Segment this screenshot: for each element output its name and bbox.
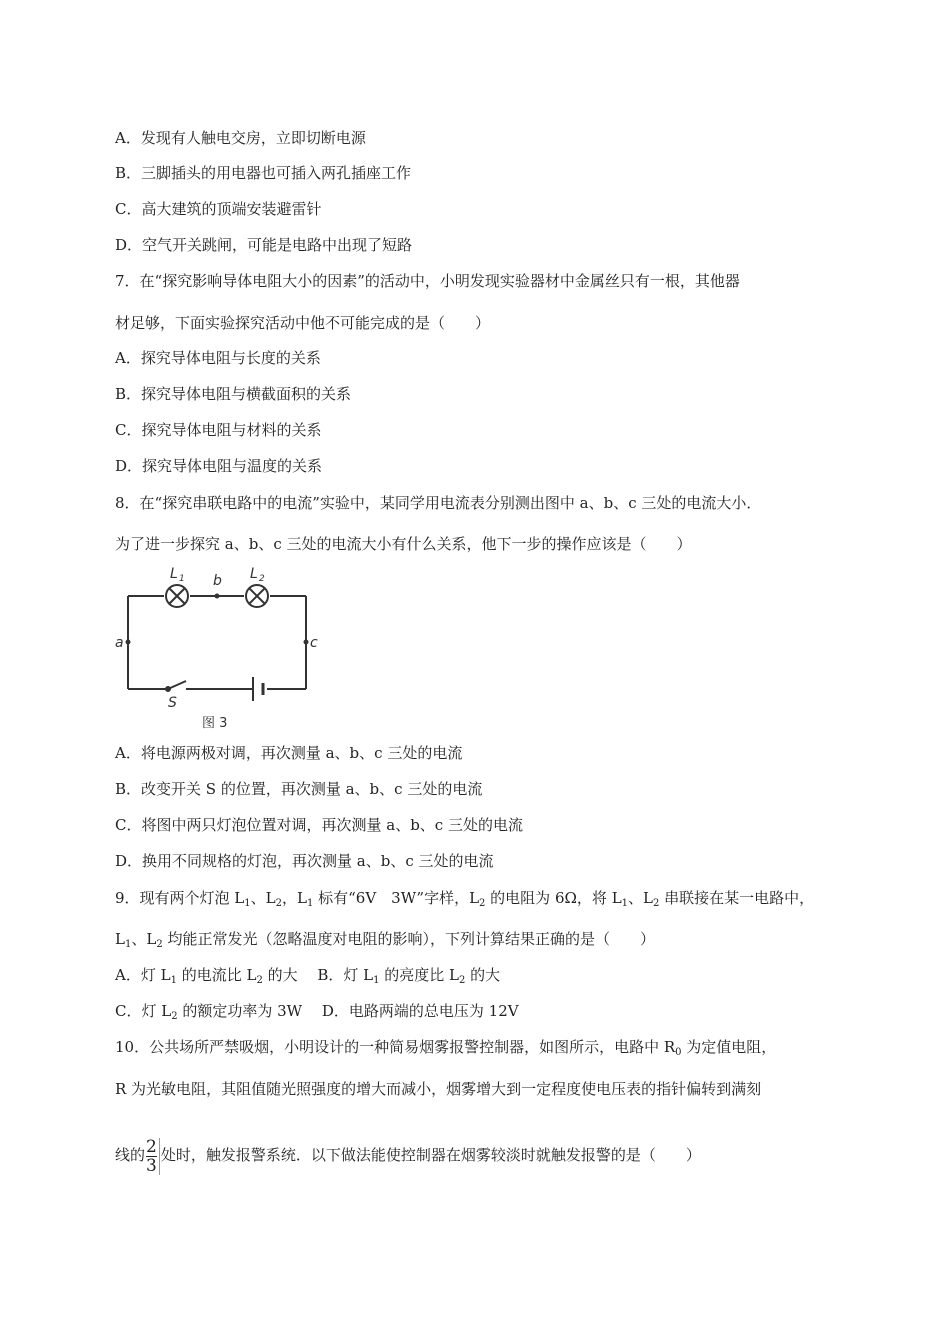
circuit-diagram (112, 562, 322, 737)
q8-option-c: C．将图中两只灯泡位置对调，再次测量 a、b、c 三处的电流 (115, 816, 523, 834)
battery-icon (253, 677, 263, 701)
q6-option-d: D．空气开关跳闸，可能是电路中出现了短路 (115, 236, 413, 254)
point-c-marker (304, 640, 309, 645)
q9-stem-line1: 9．现有两个灯泡 $L_1$、$L_2$，$L_1$ 标有“6V 3W”字样，$L_2$ 的电阻为 6Ω，将 $L_1$、$L_2$ 串联接在某一电路中， (115, 889, 815, 909)
q7-option-d: D．探究导体电阻与温度的关系 (115, 457, 323, 475)
q8-option-d: D．换用不同规格的灯泡，再次测量 a、b、c 三处的电流 (115, 852, 494, 870)
q6-option-a: A．发现有人触电交房，立即切断电源 (115, 129, 366, 147)
switch-icon (166, 681, 186, 691)
q7-stem-line2: 材足够，下面实验探究活动中他不可能完成的是（ ） (115, 314, 491, 332)
point-a-marker (126, 640, 131, 645)
q7-option-b: B．探究导体电阻与横截面积的关系 (115, 385, 352, 403)
q8-option-b: B．改变开关 S 的位置，再次测量 a、b、c 三处的电流 (115, 780, 483, 798)
label-s: S (168, 695, 177, 711)
label-l1-sub: 1 (179, 574, 185, 584)
fraction-two-thirds: $\frac{2}{3}$ (146, 1138, 160, 1175)
label-l2-sub: 2 (259, 574, 265, 584)
q9-options-cd: C．灯 $L_2$ 的额定功率为 3W D．电路两端的总电压为 12V (115, 1002, 519, 1022)
label-b: b (213, 573, 222, 589)
point-b-marker (215, 594, 220, 599)
q10-stem-line1: 10．公共场所严禁吸烟，小明设计的一种简易烟雾报警控制器，如图所示，电路中 $R_0$ 为定值电阻， (115, 1038, 777, 1058)
circuit-figure (112, 562, 322, 741)
q8-stem-line1: 8．在“探究串联电路中的电流”实验中，某同学用电流表分别测出图中 a、b、c 三处的电流大小． (115, 494, 762, 512)
q10-stem-line2: R 为光敏电阻，其阻值随光照强度的增大而减小，烟雾增大到一定程度使电压表的指针偏转到满刻 (115, 1080, 762, 1098)
figure-caption: 图 3 (202, 716, 228, 731)
q7-option-c: C．探究导体电阻与材料的关系 (115, 421, 322, 439)
q9-stem-line2: $L_1$、$L_2$ 均能正常发光（忽略温度对电阻的影响），下列计算结果正确的是（ ） (115, 930, 655, 950)
label-l2: L (250, 566, 258, 582)
label-c: c (310, 635, 318, 651)
lamp-l1-icon (166, 585, 188, 607)
q6-option-c: C．高大建筑的顶端安装避雷针 (115, 200, 322, 218)
q8-option-a: A．将电源两极对调，再次测量 a、b、c 三处的电流 (115, 744, 463, 762)
lamp-l2-icon (246, 585, 268, 607)
q9-options-ab: A．灯 $L_1$ 的电流比 $L_2$ 的大 B．灯 $L_1$ 的亮度比 $L_2$ 的大 (115, 966, 501, 986)
q10-stem-line3: 线的 $\frac{2}{3}$ 处时，触发报警系统．以下做法能使控制器在烟雾较淡时就触发报警的是（ ） (115, 1136, 701, 1176)
q8-stem-line2: 为了进一步探究 a、b、c 三处的电流大小有什么关系，他下一步的操作应该是（ ） (115, 535, 692, 553)
q6-option-b: B．三脚插头的用电器也可插入两孔插座工作 (115, 164, 412, 182)
label-l1: L (170, 566, 178, 582)
q7-stem-line1: 7．在“探究影响导体电阻大小的因素”的活动中，小明发现实验器材中金属丝只有一根，其他器 (115, 272, 740, 290)
q7-option-a: A．探究导体电阻与长度的关系 (115, 349, 321, 367)
label-a: a (115, 635, 124, 651)
